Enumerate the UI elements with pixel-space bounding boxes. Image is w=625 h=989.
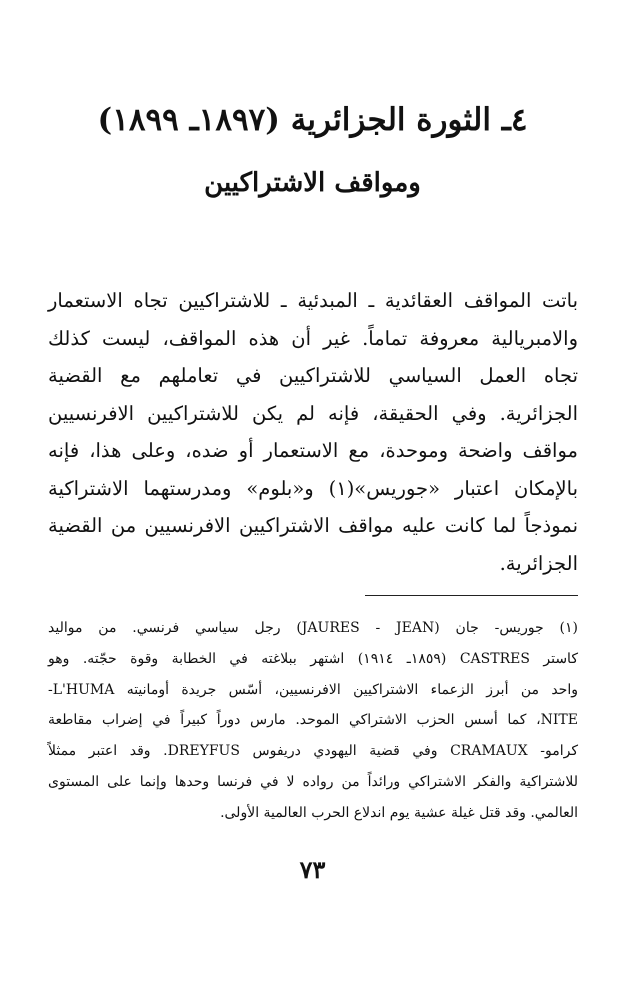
footnote-line: كاستر CASTRES (١٨٥٩ـ ١٩١٤) اشتهر ببلاغته في الخطابة وقوة حجّته. وهو xyxy=(48,650,578,667)
body-line: مواقف واضحة وموحدة، مع الاستعمار أو ضده، وعلى هذا، فإنه xyxy=(48,439,578,462)
chapter-subtitle: ومواقف الاشتراكيين xyxy=(204,168,421,198)
body-line: الجزائرية. xyxy=(499,551,578,575)
footnote-line: واحد من أبرز الزعماء الاشتراكيين الافرنسيين، أسّس جريدة أومانيته L'HUMA- xyxy=(48,681,578,698)
footnote-line: (١) جوريس- جان (JAURES - JEAN) رجل سياسي فرنسي. من مواليد xyxy=(48,620,579,636)
chapter-title: ٤ـ الثورة الجزائرية (١٨٩٧ـ ١٨٩٩) xyxy=(97,102,528,138)
body-line: والامبريالية معروفة تماماً. غير أن هذه المواقف، ليست كذلك xyxy=(48,326,578,350)
body-line: بالإمكان اعتبار «جوريس»(١) و«بلوم» ومدرستهما الاشتراكية xyxy=(48,476,579,500)
body-line: باتت المواقف العقائدية ـ المبدئية ـ للاشتراكيين تجاه الاستعمار xyxy=(48,289,578,312)
footnote-line: للاشتراكية والفكر الاشتراكي ورائداً من رواده لا في فرنسا وحدها وإنما على المستوى xyxy=(48,773,578,790)
body-paragraph xyxy=(48,282,578,582)
footnote-line: NITE، كما أسس الحزب الاشتراكي الموحد. مارس دوراً كبيراً في إضراب مقاطعة xyxy=(48,712,578,729)
body-line: تجاه العمل السياسي للاشتراكيين في تعاملهم مع القضية xyxy=(48,364,578,387)
body-line: الجزائرية. وفي الحقيقة، فإنه لم يكن للاشتراكيين الافرنسيين xyxy=(48,401,578,425)
body-line: نموذجاً لما كانت عليه مواقف الاشتراكيين الافرنسيين من القضية xyxy=(48,514,578,537)
page-number: ٧٣ xyxy=(299,855,326,884)
footnote-line: كرامو- CRAMAUX وفي قضية اليهودي دريفوس DREYFUS. وقد اعتبر ممثلاً xyxy=(48,743,578,760)
footnote-line: العالمي. وقد قتل غيلة عشية يوم اندلاع الحرب العالمية الأولى. xyxy=(220,804,578,821)
footnote-separator xyxy=(365,595,578,596)
footnote xyxy=(48,613,578,829)
